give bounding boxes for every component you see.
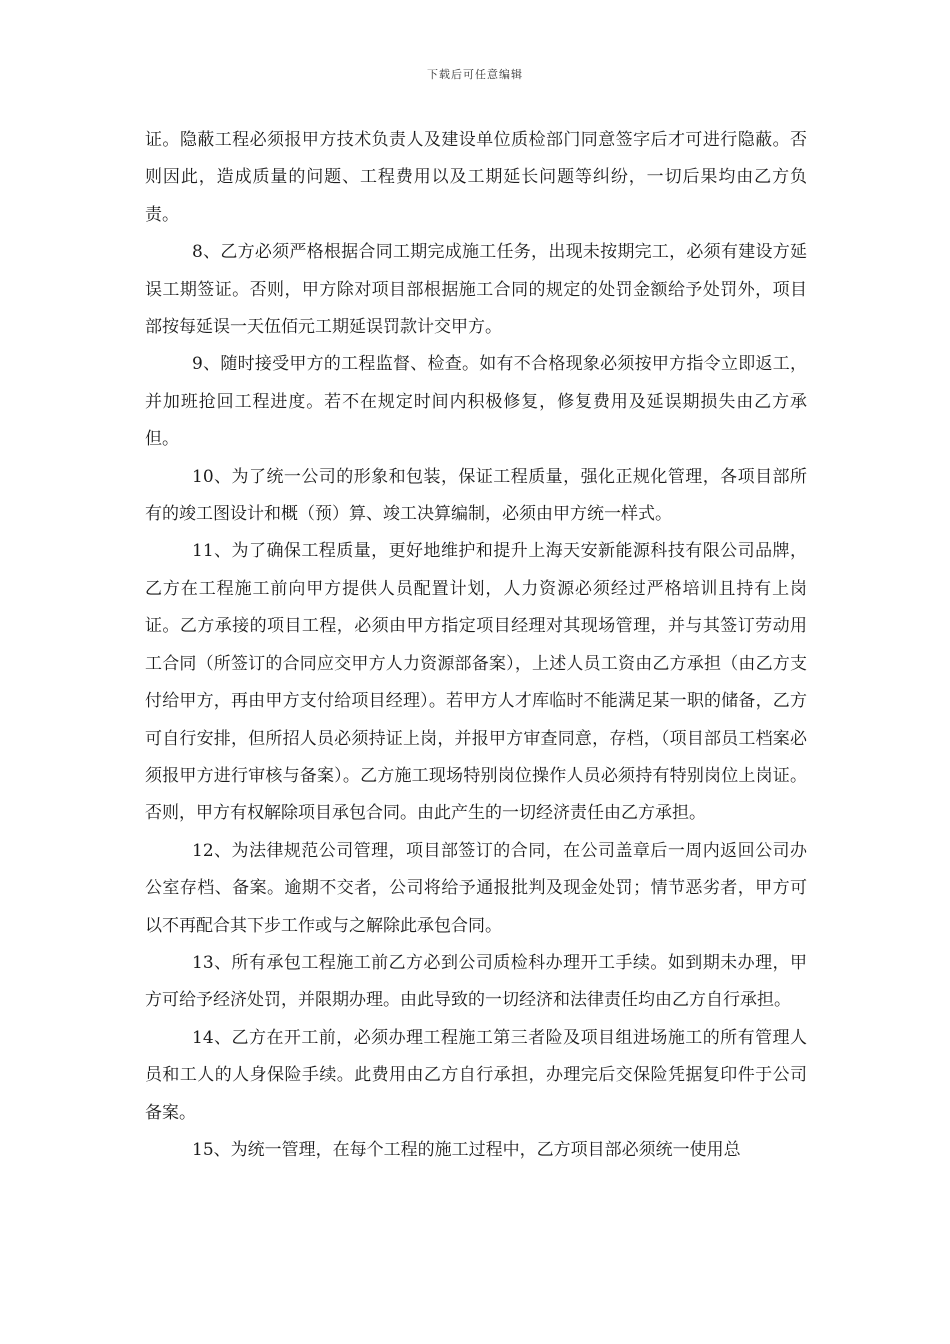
paragraph-clause-8: 8、乙方必须严格根据合同工期完成施工任务，出现未按期完工，必须有建设方延误工期签证。否则，甲方除对项目部根据施工合同的规定的处罚金额给予处罚外，项目部按每延误一天伍佰元工期延误罚款计交甲方。 [145, 242, 807, 338]
paragraph-continuation: 证。隐蔽工程必须报甲方技术负责人及建设单位质检部门同意签字后才可进行隐蔽。否则因此，造成质量的问题、工程费用以及工期延长问题等纠纷，一切后果均由乙方负责。 [145, 130, 807, 225]
paragraph-clause-9: 9、随时接受甲方的工程监督、检查。如有不合格现象必须按甲方指令立即返工，并加班抢回工程进度。若不在规定时间内积极修复，修复费用及延误期损失由乙方承但。 [145, 354, 807, 450]
paragraph-clause-10: 10、为了统一公司的形象和包装，保证工程质量，强化正规化管理，各项目部所有的竣工图设计和概（预）算、竣工决算编制，必须由甲方统一样式。 [145, 466, 807, 525]
paragraph-clause-15: 15、为统一管理，在每个工程的施工过程中，乙方项目部必须统一使用总 [192, 1139, 741, 1160]
paragraph-clause-14: 14、乙方在开工前，必须办理工程施工第三者险及项目组进场施工的所有管理人员和工人的人身保险手续。此费用由乙方自行承担，办理完后交保险凭据复印件于公司备案。 [145, 1027, 807, 1123]
page-header: 下载后可任意编辑 [427, 68, 523, 81]
paragraph-clause-12: 12、为法律规范公司管理，项目部签订的合同，在公司盖章后一周内返回公司办公室存档、备案。逾期不交者，公司将给予通报批判及现金处罚；情节恶劣者，甲方可以不再配合其下步工作或与之解除此承包合同。 [145, 840, 807, 936]
paragraph-clause-13: 13、所有承包工程施工前乙方必到公司质检科办理开工手续。如到期未办理，甲方可给予经济处罚，并限期办理。由此导致的一切经济和法律责任均由乙方自行承担。 [145, 952, 807, 1011]
paragraph-clause-11: 11、为了确保工程质量，更好地维护和提升上海天安新能源科技有限公司品牌，乙方在工程施工前向甲方提供人员配置计划，人力资源必须经过严格培训且持有上岗证。乙方承接的项目工程，必须由甲方指定项目经理对其现场管理，并与其签订劳动用工合同（所签订的合同应交甲方人力资源部备案），上述人员工资由乙方承担（由乙方支付给甲方，再由甲方支付给项目经理）。若甲方人才库临时不能满足某一职的储备，乙方可自行安排，但所招人员必须持证上岗，并报甲方审查同意，存档，（项目部员工档案必须报甲方进行审核与备案）。乙方施工现场特别岗位操作人员必须持有特别岗位上岗证。否则，甲方有权解除项目承包合同。由此产生的一切经济责任由乙方承担。 [145, 541, 807, 824]
document-body [145, 122, 807, 1169]
